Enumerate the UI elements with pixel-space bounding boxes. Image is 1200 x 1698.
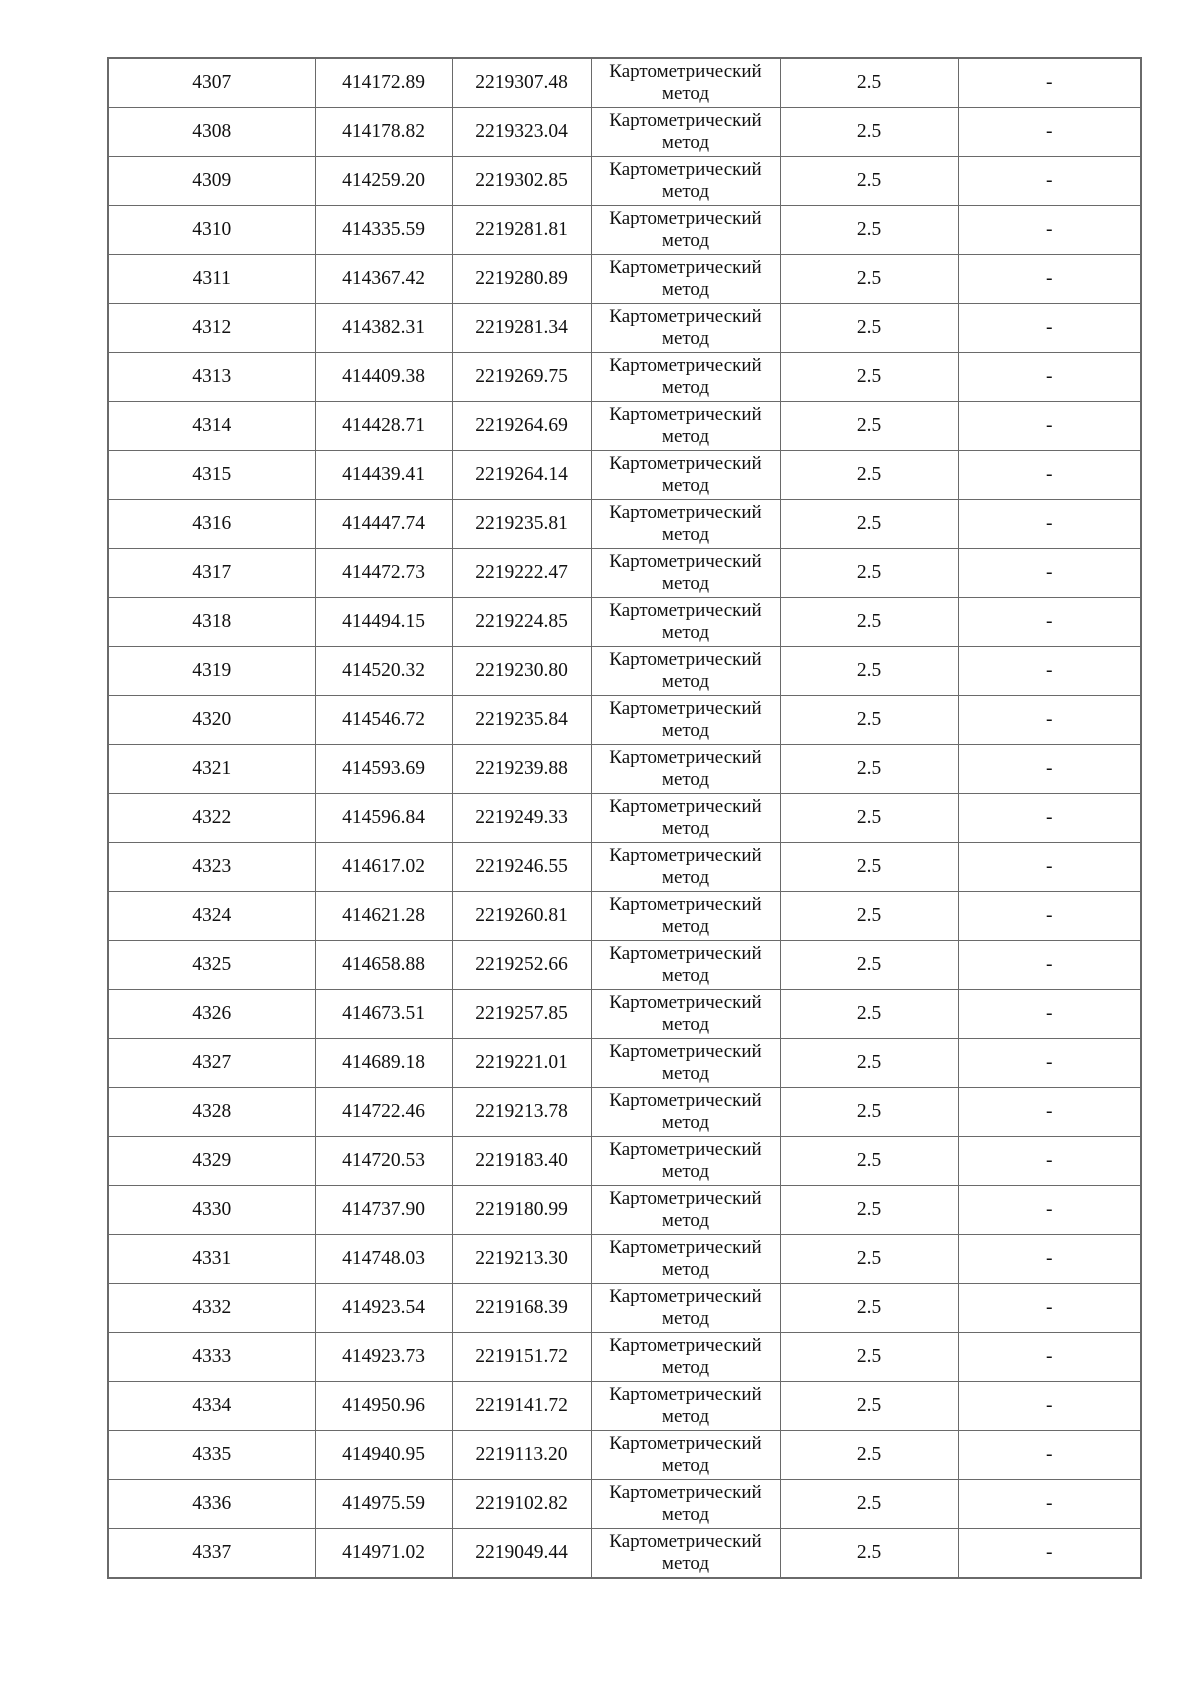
note-cell: - xyxy=(958,451,1141,500)
note-cell: - xyxy=(958,1529,1141,1579)
y-coordinate-cell: 2219180.99 xyxy=(452,1186,591,1235)
accuracy-cell: 2.5 xyxy=(780,304,958,353)
method-cell xyxy=(591,647,780,696)
note-cell: - xyxy=(958,745,1141,794)
table-row xyxy=(108,206,1141,255)
x-coordinate-cell: 414546.72 xyxy=(315,696,452,745)
x-coordinate-cell: 414259.20 xyxy=(315,157,452,206)
table-row xyxy=(108,1235,1141,1284)
table-row xyxy=(108,598,1141,647)
point-number-cell: 4337 xyxy=(108,1529,315,1579)
method-cell xyxy=(591,843,780,892)
note-cell: - xyxy=(958,696,1141,745)
x-coordinate-cell: 414722.46 xyxy=(315,1088,452,1137)
method-line-1: Картометрический xyxy=(609,257,762,278)
accuracy-cell: 2.5 xyxy=(780,402,958,451)
x-coordinate-cell: 414172.89 xyxy=(315,58,452,108)
y-coordinate-cell: 2219252.66 xyxy=(452,941,591,990)
y-coordinate-cell: 2219323.04 xyxy=(452,108,591,157)
point-number-cell: 4307 xyxy=(108,58,315,108)
note-cell: - xyxy=(958,1284,1141,1333)
method-line-1: Картометрический xyxy=(609,502,762,523)
x-coordinate-cell: 414409.38 xyxy=(315,353,452,402)
method-cell xyxy=(591,1039,780,1088)
note-cell: - xyxy=(958,402,1141,451)
method-cell xyxy=(591,941,780,990)
accuracy-cell: 2.5 xyxy=(780,108,958,157)
method-cell xyxy=(591,598,780,647)
method-line-1: Картометрический xyxy=(609,306,762,327)
method-line-1: Картометрический xyxy=(609,551,762,572)
x-coordinate-cell: 414447.74 xyxy=(315,500,452,549)
table-row xyxy=(108,1186,1141,1235)
method-line-1: Картометрический xyxy=(609,159,762,180)
accuracy-cell: 2.5 xyxy=(780,1039,958,1088)
y-coordinate-cell: 2219224.85 xyxy=(452,598,591,647)
method-line-1: Картометрический xyxy=(609,894,762,915)
y-coordinate-cell: 2219151.72 xyxy=(452,1333,591,1382)
y-coordinate-cell: 2219168.39 xyxy=(452,1284,591,1333)
table-row xyxy=(108,549,1141,598)
x-coordinate-cell: 414335.59 xyxy=(315,206,452,255)
point-number-cell: 4324 xyxy=(108,892,315,941)
accuracy-cell: 2.5 xyxy=(780,696,958,745)
method-line-1: Картометрический xyxy=(609,698,762,719)
y-coordinate-cell: 2219281.81 xyxy=(452,206,591,255)
accuracy-cell: 2.5 xyxy=(780,1186,958,1235)
point-number-cell: 4310 xyxy=(108,206,315,255)
accuracy-cell: 2.5 xyxy=(780,1480,958,1529)
x-coordinate-cell: 414923.54 xyxy=(315,1284,452,1333)
method-line-1: Картометрический xyxy=(609,796,762,817)
accuracy-cell: 2.5 xyxy=(780,1235,958,1284)
point-number-cell: 4312 xyxy=(108,304,315,353)
method-line-2: метод xyxy=(661,181,710,202)
method-cell xyxy=(591,58,780,108)
y-coordinate-cell: 2219307.48 xyxy=(452,58,591,108)
method-cell xyxy=(591,1235,780,1284)
y-coordinate-cell: 2219280.89 xyxy=(452,255,591,304)
method-line-2: метод xyxy=(661,1259,710,1280)
x-coordinate-cell: 414748.03 xyxy=(315,1235,452,1284)
table-row xyxy=(108,451,1141,500)
accuracy-cell: 2.5 xyxy=(780,745,958,794)
y-coordinate-cell: 2219102.82 xyxy=(452,1480,591,1529)
accuracy-cell: 2.5 xyxy=(780,990,958,1039)
note-cell: - xyxy=(958,1088,1141,1137)
method-line-1: Картометрический xyxy=(609,1482,762,1503)
accuracy-cell: 2.5 xyxy=(780,1529,958,1579)
point-number-cell: 4335 xyxy=(108,1431,315,1480)
x-coordinate-cell: 414971.02 xyxy=(315,1529,452,1579)
table-row xyxy=(108,794,1141,843)
x-coordinate-cell: 414382.31 xyxy=(315,304,452,353)
method-line-2: метод xyxy=(661,1112,710,1133)
accuracy-cell: 2.5 xyxy=(780,157,958,206)
method-line-2: метод xyxy=(661,1014,710,1035)
y-coordinate-cell: 2219264.69 xyxy=(452,402,591,451)
method-cell xyxy=(591,451,780,500)
method-line-1: Картометрический xyxy=(609,600,762,621)
table-row xyxy=(108,1333,1141,1382)
x-coordinate-cell: 414621.28 xyxy=(315,892,452,941)
method-line-2: метод xyxy=(661,524,710,545)
method-line-1: Картометрический xyxy=(609,1041,762,1062)
point-number-cell: 4327 xyxy=(108,1039,315,1088)
note-cell: - xyxy=(958,1333,1141,1382)
method-line-2: метод xyxy=(661,475,710,496)
accuracy-cell: 2.5 xyxy=(780,794,958,843)
accuracy-cell: 2.5 xyxy=(780,1333,958,1382)
x-coordinate-cell: 414520.32 xyxy=(315,647,452,696)
method-cell xyxy=(591,108,780,157)
note-cell: - xyxy=(958,58,1141,108)
accuracy-cell: 2.5 xyxy=(780,843,958,892)
note-cell: - xyxy=(958,1186,1141,1235)
point-number-cell: 4308 xyxy=(108,108,315,157)
accuracy-cell: 2.5 xyxy=(780,1284,958,1333)
method-line-2: метод xyxy=(661,671,710,692)
note-cell: - xyxy=(958,304,1141,353)
method-line-1: Картометрический xyxy=(609,1286,762,1307)
point-number-cell: 4331 xyxy=(108,1235,315,1284)
method-line-1: Картометрический xyxy=(609,747,762,768)
table-row xyxy=(108,58,1141,108)
y-coordinate-cell: 2219269.75 xyxy=(452,353,591,402)
method-cell xyxy=(591,1186,780,1235)
method-cell xyxy=(591,794,780,843)
x-coordinate-cell: 414923.73 xyxy=(315,1333,452,1382)
y-coordinate-cell: 2219281.34 xyxy=(452,304,591,353)
method-line-2: метод xyxy=(661,1063,710,1084)
accuracy-cell: 2.5 xyxy=(780,500,958,549)
x-coordinate-cell: 414178.82 xyxy=(315,108,452,157)
method-line-2: метод xyxy=(661,230,710,251)
note-cell: - xyxy=(958,1235,1141,1284)
point-number-cell: 4325 xyxy=(108,941,315,990)
x-coordinate-cell: 414472.73 xyxy=(315,549,452,598)
method-cell xyxy=(591,549,780,598)
y-coordinate-cell: 2219249.33 xyxy=(452,794,591,843)
note-cell: - xyxy=(958,647,1141,696)
accuracy-cell: 2.5 xyxy=(780,255,958,304)
method-line-2: метод xyxy=(661,1308,710,1329)
table-row xyxy=(108,353,1141,402)
method-cell xyxy=(591,353,780,402)
method-line-2: метод xyxy=(661,1455,710,1476)
y-coordinate-cell: 2219183.40 xyxy=(452,1137,591,1186)
note-cell: - xyxy=(958,794,1141,843)
method-cell xyxy=(591,1431,780,1480)
table-row xyxy=(108,941,1141,990)
table-row xyxy=(108,647,1141,696)
method-line-2: метод xyxy=(661,573,710,594)
method-line-1: Картометрический xyxy=(609,1090,762,1111)
accuracy-cell: 2.5 xyxy=(780,647,958,696)
accuracy-cell: 2.5 xyxy=(780,451,958,500)
x-coordinate-cell: 414975.59 xyxy=(315,1480,452,1529)
y-coordinate-cell: 2219222.47 xyxy=(452,549,591,598)
method-line-2: метод xyxy=(661,1161,710,1182)
y-coordinate-cell: 2219235.84 xyxy=(452,696,591,745)
method-line-1: Картометрический xyxy=(609,404,762,425)
x-coordinate-cell: 414950.96 xyxy=(315,1382,452,1431)
x-coordinate-cell: 414673.51 xyxy=(315,990,452,1039)
method-cell xyxy=(591,1333,780,1382)
point-number-cell: 4334 xyxy=(108,1382,315,1431)
note-cell: - xyxy=(958,500,1141,549)
accuracy-cell: 2.5 xyxy=(780,598,958,647)
accuracy-cell: 2.5 xyxy=(780,1137,958,1186)
method-cell xyxy=(591,696,780,745)
accuracy-cell: 2.5 xyxy=(780,353,958,402)
y-coordinate-cell: 2219221.01 xyxy=(452,1039,591,1088)
table-row xyxy=(108,500,1141,549)
x-coordinate-cell: 414617.02 xyxy=(315,843,452,892)
table-row xyxy=(108,892,1141,941)
method-line-2: метод xyxy=(661,377,710,398)
accuracy-cell: 2.5 xyxy=(780,1382,958,1431)
point-number-cell: 4318 xyxy=(108,598,315,647)
table-row xyxy=(108,1529,1141,1579)
note-cell: - xyxy=(958,598,1141,647)
method-line-2: метод xyxy=(661,328,710,349)
note-cell: - xyxy=(958,108,1141,157)
x-coordinate-cell: 414428.71 xyxy=(315,402,452,451)
method-line-2: метод xyxy=(661,426,710,447)
point-number-cell: 4329 xyxy=(108,1137,315,1186)
point-number-cell: 4332 xyxy=(108,1284,315,1333)
x-coordinate-cell: 414940.95 xyxy=(315,1431,452,1480)
method-line-1: Картометрический xyxy=(609,208,762,229)
method-line-1: Картометрический xyxy=(609,110,762,131)
y-coordinate-cell: 2219235.81 xyxy=(452,500,591,549)
table-row xyxy=(108,1137,1141,1186)
accuracy-cell: 2.5 xyxy=(780,1088,958,1137)
method-cell xyxy=(591,1382,780,1431)
y-coordinate-cell: 2219260.81 xyxy=(452,892,591,941)
table-row xyxy=(108,255,1141,304)
x-coordinate-cell: 414720.53 xyxy=(315,1137,452,1186)
y-coordinate-cell: 2219239.88 xyxy=(452,745,591,794)
x-coordinate-cell: 414596.84 xyxy=(315,794,452,843)
accuracy-cell: 2.5 xyxy=(780,58,958,108)
method-line-2: метод xyxy=(661,769,710,790)
method-line-1: Картометрический xyxy=(609,1335,762,1356)
point-number-cell: 4328 xyxy=(108,1088,315,1137)
method-line-1: Картометрический xyxy=(609,355,762,376)
method-line-2: метод xyxy=(661,916,710,937)
method-line-1: Картометрический xyxy=(609,992,762,1013)
x-coordinate-cell: 414367.42 xyxy=(315,255,452,304)
table-row xyxy=(108,1431,1141,1480)
point-number-cell: 4319 xyxy=(108,647,315,696)
point-number-cell: 4317 xyxy=(108,549,315,598)
x-coordinate-cell: 414689.18 xyxy=(315,1039,452,1088)
coordinates-table xyxy=(107,57,1142,1579)
method-cell xyxy=(591,157,780,206)
table-row xyxy=(108,843,1141,892)
method-cell xyxy=(591,402,780,451)
accuracy-cell: 2.5 xyxy=(780,549,958,598)
note-cell: - xyxy=(958,206,1141,255)
point-number-cell: 4321 xyxy=(108,745,315,794)
point-number-cell: 4315 xyxy=(108,451,315,500)
method-line-1: Картометрический xyxy=(609,943,762,964)
method-line-2: метод xyxy=(661,1553,710,1574)
table-row xyxy=(108,1382,1141,1431)
x-coordinate-cell: 414439.41 xyxy=(315,451,452,500)
note-cell: - xyxy=(958,1039,1141,1088)
method-line-2: метод xyxy=(661,1406,710,1427)
accuracy-cell: 2.5 xyxy=(780,1431,958,1480)
method-line-1: Картометрический xyxy=(609,845,762,866)
point-number-cell: 4336 xyxy=(108,1480,315,1529)
table-row xyxy=(108,304,1141,353)
method-cell xyxy=(591,745,780,794)
note-cell: - xyxy=(958,843,1141,892)
y-coordinate-cell: 2219257.85 xyxy=(452,990,591,1039)
method-line-2: метод xyxy=(661,132,710,153)
method-line-2: метод xyxy=(661,83,710,104)
y-coordinate-cell: 2219141.72 xyxy=(452,1382,591,1431)
method-line-1: Картометрический xyxy=(609,1433,762,1454)
table-row xyxy=(108,990,1141,1039)
table-body xyxy=(108,58,1141,1578)
y-coordinate-cell: 2219264.14 xyxy=(452,451,591,500)
x-coordinate-cell: 414737.90 xyxy=(315,1186,452,1235)
note-cell: - xyxy=(958,941,1141,990)
method-line-2: метод xyxy=(661,1504,710,1525)
x-coordinate-cell: 414593.69 xyxy=(315,745,452,794)
method-cell xyxy=(591,1529,780,1579)
point-number-cell: 4333 xyxy=(108,1333,315,1382)
table-row xyxy=(108,157,1141,206)
method-cell xyxy=(591,990,780,1039)
method-cell xyxy=(591,1088,780,1137)
method-cell xyxy=(591,255,780,304)
point-number-cell: 4313 xyxy=(108,353,315,402)
x-coordinate-cell: 414494.15 xyxy=(315,598,452,647)
method-line-2: метод xyxy=(661,622,710,643)
y-coordinate-cell: 2219049.44 xyxy=(452,1529,591,1579)
method-line-2: метод xyxy=(661,1357,710,1378)
table-row xyxy=(108,402,1141,451)
point-number-cell: 4326 xyxy=(108,990,315,1039)
note-cell: - xyxy=(958,1382,1141,1431)
table-row xyxy=(108,1039,1141,1088)
table-row xyxy=(108,745,1141,794)
note-cell: - xyxy=(958,892,1141,941)
method-cell xyxy=(591,1480,780,1529)
point-number-cell: 4330 xyxy=(108,1186,315,1235)
note-cell: - xyxy=(958,1431,1141,1480)
point-number-cell: 4316 xyxy=(108,500,315,549)
note-cell: - xyxy=(958,990,1141,1039)
point-number-cell: 4320 xyxy=(108,696,315,745)
point-number-cell: 4309 xyxy=(108,157,315,206)
method-cell xyxy=(591,304,780,353)
table-row xyxy=(108,696,1141,745)
method-line-1: Картометрический xyxy=(609,1139,762,1160)
y-coordinate-cell: 2219113.20 xyxy=(452,1431,591,1480)
y-coordinate-cell: 2219302.85 xyxy=(452,157,591,206)
method-line-1: Картометрический xyxy=(609,1384,762,1405)
method-line-1: Картометрический xyxy=(609,1531,762,1552)
y-coordinate-cell: 2219213.78 xyxy=(452,1088,591,1137)
note-cell: - xyxy=(958,157,1141,206)
y-coordinate-cell: 2219246.55 xyxy=(452,843,591,892)
note-cell: - xyxy=(958,549,1141,598)
method-line-1: Картометрический xyxy=(609,453,762,474)
y-coordinate-cell: 2219213.30 xyxy=(452,1235,591,1284)
accuracy-cell: 2.5 xyxy=(780,941,958,990)
note-cell: - xyxy=(958,1137,1141,1186)
table-row xyxy=(108,1088,1141,1137)
method-line-1: Картометрический xyxy=(609,61,762,82)
table-row xyxy=(108,1284,1141,1333)
method-line-1: Картометрический xyxy=(609,1188,762,1209)
accuracy-cell: 2.5 xyxy=(780,206,958,255)
method-cell xyxy=(591,500,780,549)
point-number-cell: 4323 xyxy=(108,843,315,892)
table-row xyxy=(108,108,1141,157)
note-cell: - xyxy=(958,1480,1141,1529)
method-line-2: метод xyxy=(661,818,710,839)
method-cell xyxy=(591,206,780,255)
note-cell: - xyxy=(958,353,1141,402)
method-line-2: метод xyxy=(661,1210,710,1231)
y-coordinate-cell: 2219230.80 xyxy=(452,647,591,696)
method-line-2: метод xyxy=(661,720,710,741)
method-line-1: Картометрический xyxy=(609,649,762,670)
method-line-2: метод xyxy=(661,965,710,986)
x-coordinate-cell: 414658.88 xyxy=(315,941,452,990)
accuracy-cell: 2.5 xyxy=(780,892,958,941)
method-line-1: Картометрический xyxy=(609,1237,762,1258)
method-cell xyxy=(591,1284,780,1333)
method-cell xyxy=(591,1137,780,1186)
method-line-2: метод xyxy=(661,279,710,300)
method-line-2: метод xyxy=(661,867,710,888)
note-cell: - xyxy=(958,255,1141,304)
table-row xyxy=(108,1480,1141,1529)
point-number-cell: 4314 xyxy=(108,402,315,451)
point-number-cell: 4322 xyxy=(108,794,315,843)
point-number-cell: 4311 xyxy=(108,255,315,304)
method-cell xyxy=(591,892,780,941)
